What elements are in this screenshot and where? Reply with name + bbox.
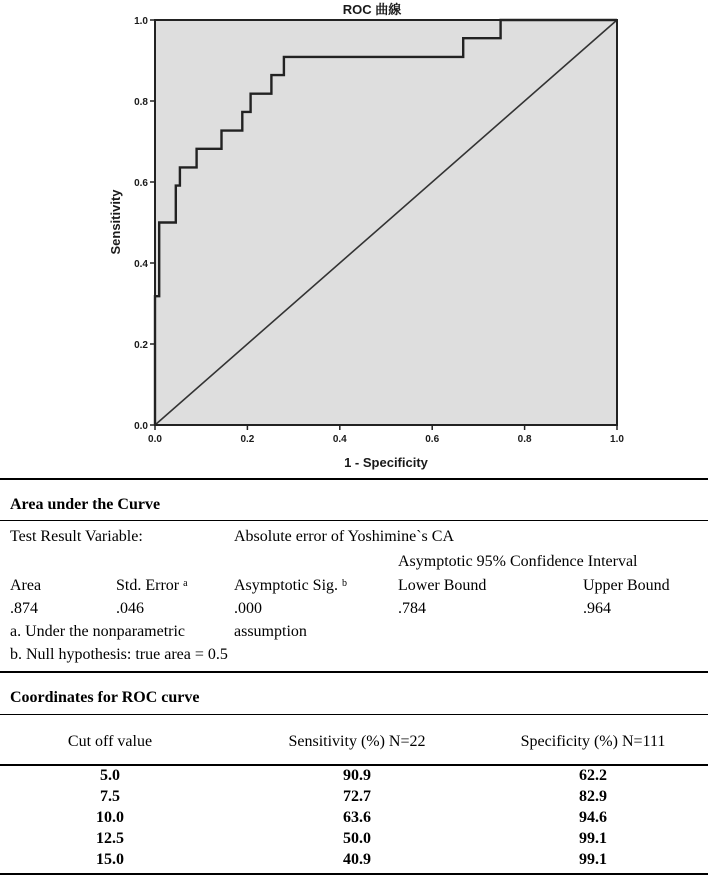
coords-top-rule [0,671,708,673]
x-tick-label: 0.0 [148,434,162,445]
specificity-cell: 99.1 [579,830,607,847]
x-tick-label: 0.6 [425,434,440,445]
col-header-cutoff: Cut off value [67,733,153,750]
std-error-header: Std. Error $^a$ [116,577,188,594]
col-header-specificity: Specificity (%) N=111 [520,733,666,750]
sensitivity-cell: 90.9 [343,767,371,784]
specificity-cell: 99.1 [579,851,607,868]
x-tick-label: 0.2 [240,434,255,445]
cutoff-cell: 5.0 [100,767,120,784]
footnote-a: a. Under the nonparametric [10,623,186,640]
cutoff-cell: 15.0 [96,851,124,868]
coords-bottom-rule [0,873,708,875]
test-result-label: Test Result Variable: [10,528,143,545]
footnote-a-continued: assumption [234,623,307,640]
sensitivity-cell: 40.9 [343,851,371,868]
cutoff-cell: 10.0 [96,809,124,826]
upper-bound-header: Upper Bound [583,577,670,594]
coords-title: Coordinates for ROC curve [10,689,200,706]
sensitivity-cell: 63.6 [343,809,371,826]
x-tick-label: 0.4 [332,434,347,445]
lower-bound-header: Lower Bound [398,577,487,594]
sig-footnote-mark: b [342,578,348,589]
area-header: Area [10,577,42,594]
y-axis-label: Sensitivity [108,189,123,255]
x-tick-label: 0.8 [517,434,532,445]
test-result-value: Absolute error of Yoshimine`s CA [234,528,454,545]
sensitivity-cell: 72.7 [343,788,371,805]
footnote-b: b. Null hypothesis: true area = 0.5 [10,646,228,663]
y-tick-label: 0.0 [134,421,148,432]
y-tick-label: 0.8 [134,97,148,108]
y-tick-label: 0.4 [134,259,148,270]
sig-header: Asymptotic Sig. $^b$ [234,577,348,594]
lower-bound-value: .784 [398,600,426,617]
specificity-cell: 94.6 [579,809,607,826]
specificity-cell: 62.2 [579,767,607,784]
coords-header-rule [0,764,708,766]
x-tick-label: 1.0 [610,434,624,445]
ci-header: Asymptotic 95% Confidence Interval [398,553,638,570]
coords-title-rule [0,714,708,715]
sig-value: .000 [234,600,262,617]
col-header-sensitivity: Sensitivity (%) N=22 [288,733,426,750]
auc-title: Area under the Curve [10,496,161,513]
cutoff-cell: 7.5 [100,788,120,805]
y-tick-label: 0.6 [134,178,148,189]
std-error-footnote-mark: a [183,578,188,589]
sensitivity-cell: 50.0 [343,830,371,847]
auc-title-rule [0,520,708,521]
chart-title: ROC 曲線 [342,2,402,17]
std-error-value: .046 [116,600,144,617]
y-tick-label: 1.0 [134,16,148,27]
x-axis-label: 1 - Specificity [344,455,428,470]
y-tick-label: 0.2 [134,340,148,351]
upper-bound-value: .964 [583,600,611,617]
specificity-cell: 82.9 [579,788,607,805]
cutoff-cell: 12.5 [96,830,124,847]
top-rule [0,478,708,480]
area-value: .874 [10,600,38,617]
